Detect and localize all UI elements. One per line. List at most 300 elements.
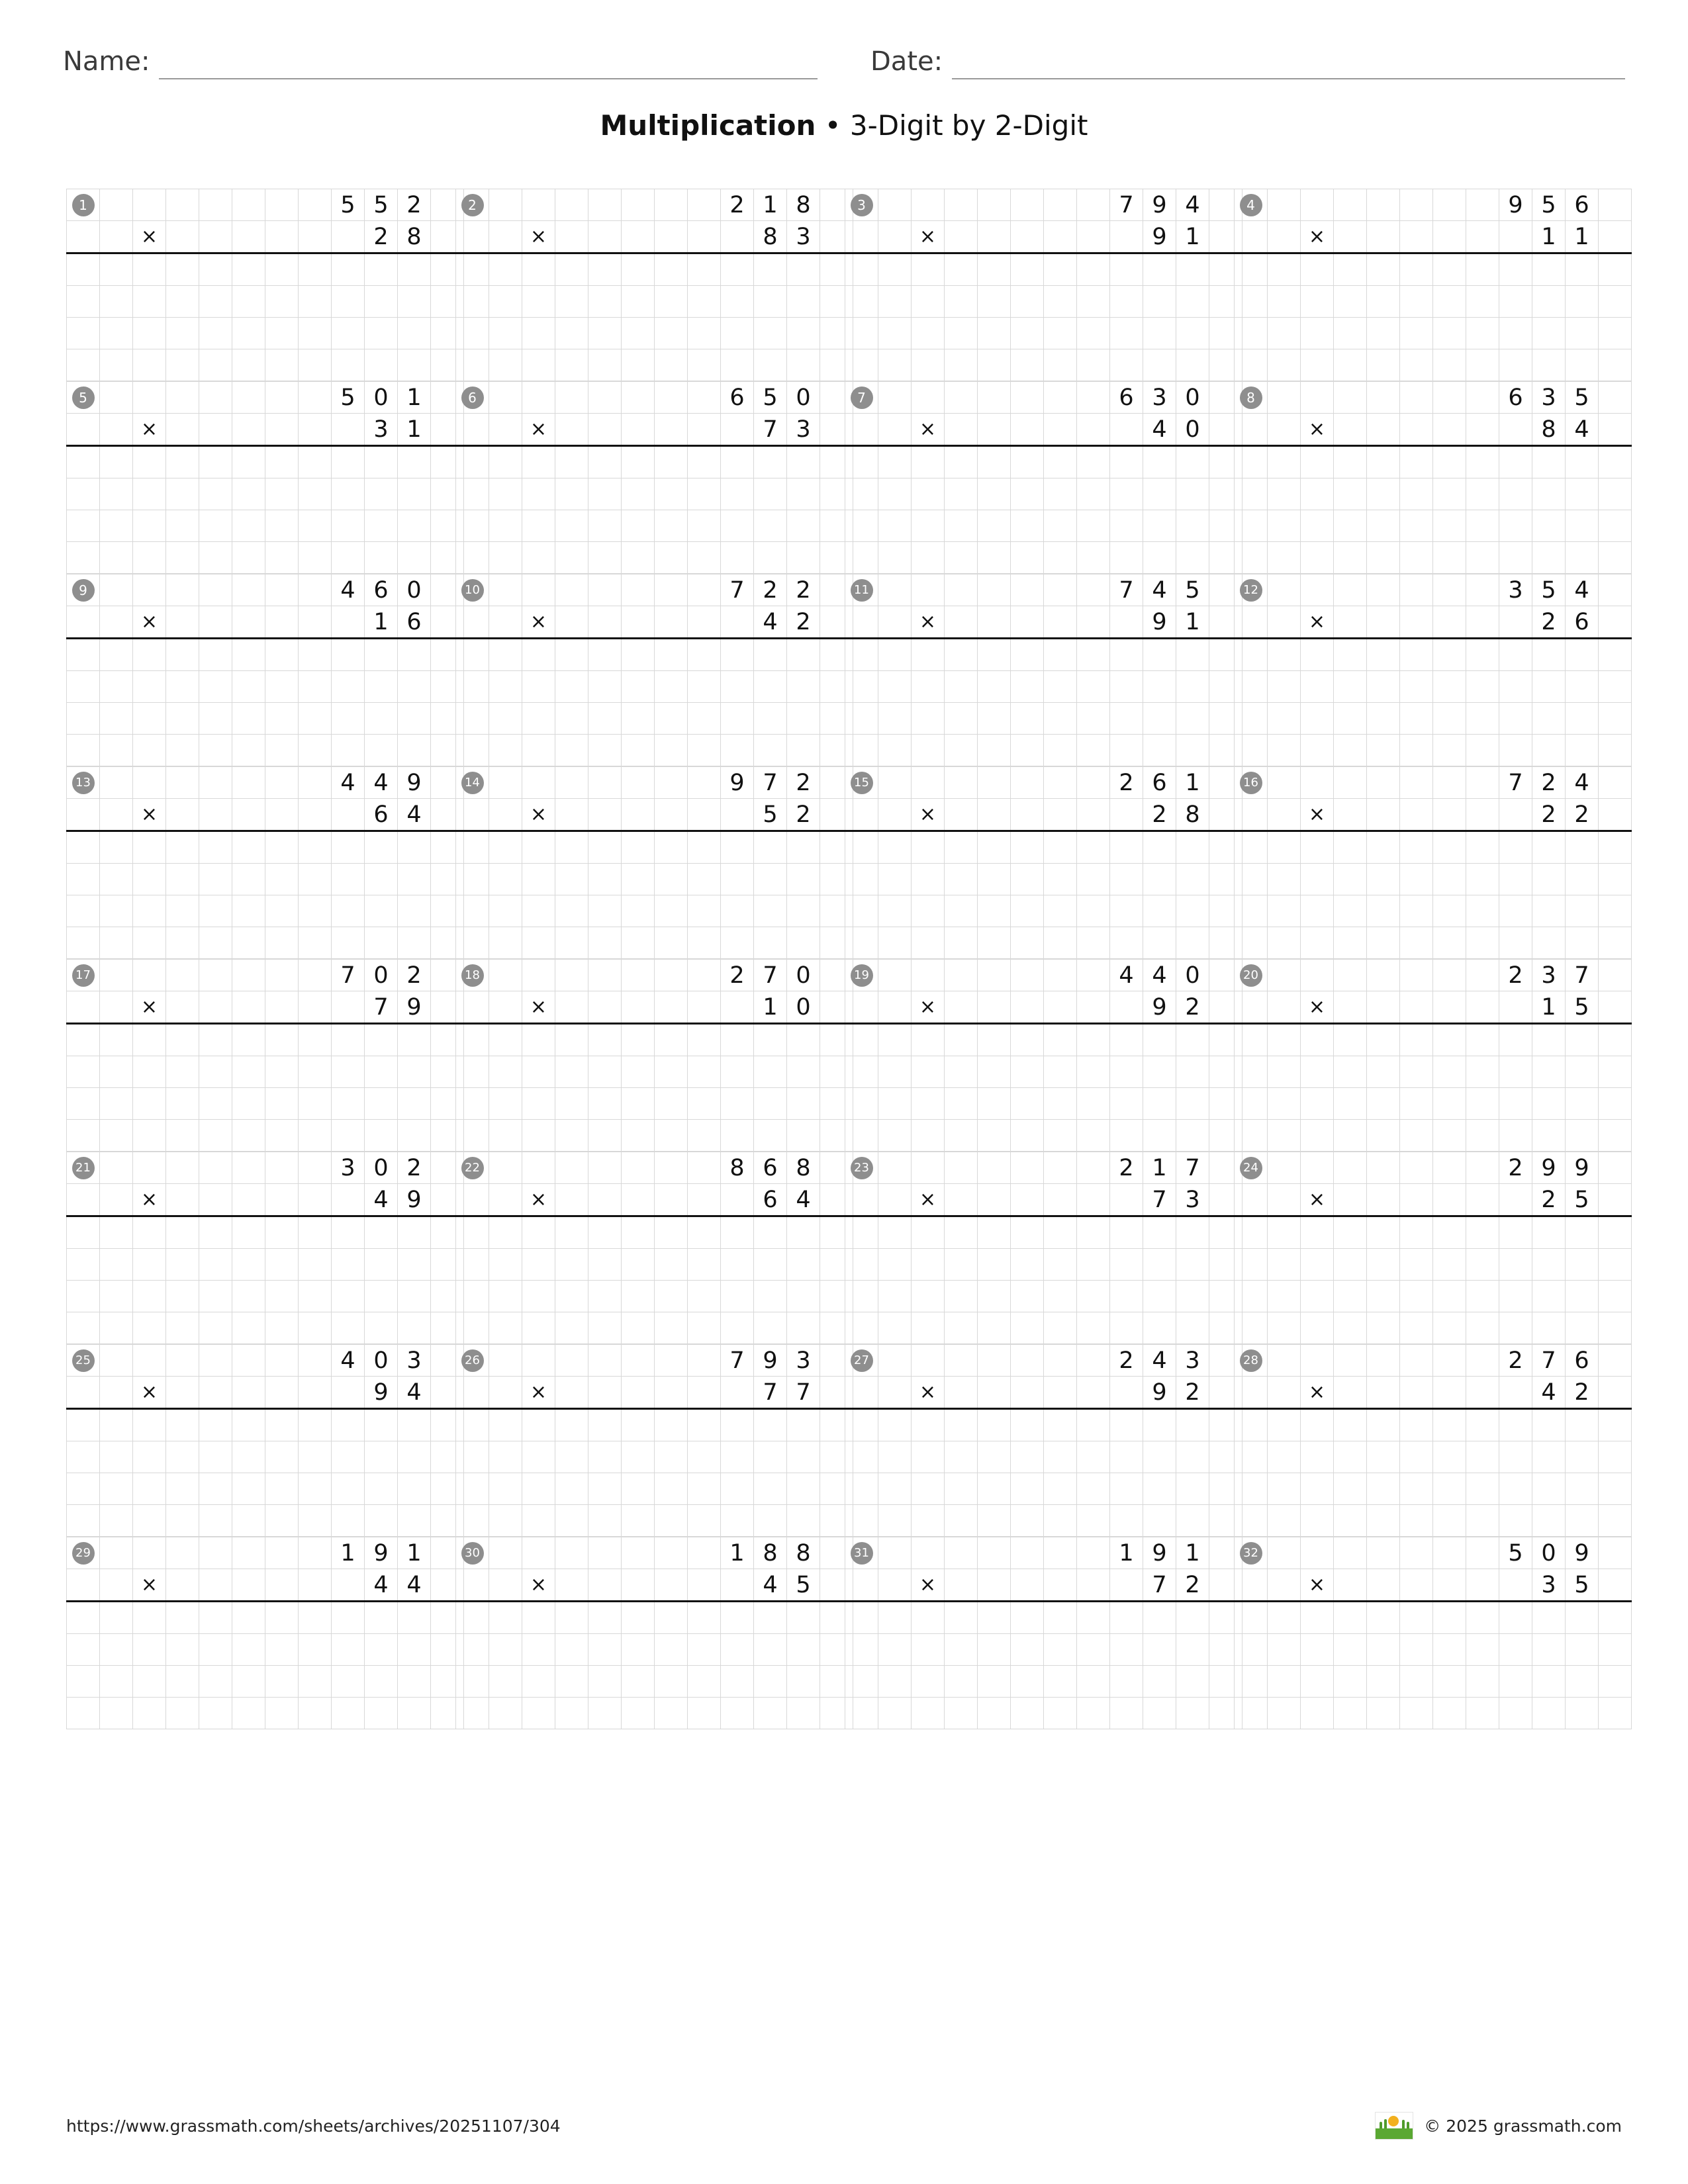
grid-cell[interactable]: [978, 574, 1011, 606]
grid-cell[interactable]: [945, 1409, 978, 1441]
grid-cell[interactable]: [721, 253, 754, 286]
grid-cell[interactable]: [265, 1409, 299, 1441]
grid-cell[interactable]: [622, 1024, 655, 1056]
grid-cell[interactable]: [1143, 831, 1176, 864]
grid-cell[interactable]: [1499, 1312, 1532, 1344]
grid-cell[interactable]: [1433, 1312, 1466, 1344]
grid-cell[interactable]: [878, 1184, 912, 1216]
grid-cell[interactable]: [398, 1312, 431, 1344]
grid-cell[interactable]: [1044, 286, 1077, 318]
grid-cell[interactable]: [332, 1473, 365, 1505]
grid-cell[interactable]: [945, 1216, 978, 1249]
grid-cell[interactable]: [199, 349, 232, 381]
grid-cell[interactable]: [622, 1056, 655, 1088]
grid-cell[interactable]: [1044, 1505, 1077, 1537]
grid-cell[interactable]: [299, 349, 332, 381]
grid-cell[interactable]: [555, 414, 588, 446]
grid-cell[interactable]: [365, 1088, 398, 1120]
grid-cell[interactable]: [489, 382, 522, 414]
grid-cell[interactable]: [978, 1698, 1011, 1729]
grid-cell[interactable]: [1235, 671, 1268, 703]
grid-cell[interactable]: [1301, 1537, 1334, 1569]
grid-cell[interactable]: [1532, 1281, 1566, 1312]
grid-cell[interactable]: [688, 1216, 721, 1249]
grid-cell[interactable]: [721, 1249, 754, 1281]
grid-cell[interactable]: [1334, 1473, 1367, 1505]
grid-cell[interactable]: [1268, 1216, 1301, 1249]
grid-cell[interactable]: [265, 1056, 299, 1088]
grid-cell[interactable]: [945, 189, 978, 221]
grid-cell[interactable]: [945, 221, 978, 253]
grid-cell[interactable]: [1334, 703, 1367, 735]
grid-cell[interactable]: [1433, 1281, 1466, 1312]
grid-cell[interactable]: [945, 927, 978, 959]
grid-cell[interactable]: [878, 1024, 912, 1056]
grid-cell[interactable]: [100, 1152, 133, 1184]
grid-cell[interactable]: [754, 1602, 787, 1634]
grid-cell[interactable]: [688, 671, 721, 703]
grid-cell[interactable]: [978, 831, 1011, 864]
grid-cell[interactable]: [1367, 927, 1400, 959]
grid-cell[interactable]: [555, 606, 588, 639]
grid-cell[interactable]: [1268, 1602, 1301, 1634]
grid-cell[interactable]: [299, 991, 332, 1024]
grid-cell[interactable]: [489, 1312, 522, 1344]
grid-cell[interactable]: [754, 1666, 787, 1698]
grid-cell[interactable]: [1044, 895, 1077, 927]
grid-cell[interactable]: [1077, 349, 1110, 381]
grid-cell[interactable]: [456, 414, 489, 446]
grid-cell[interactable]: [1433, 1666, 1466, 1698]
grid-cell[interactable]: [1143, 1024, 1176, 1056]
grid-cell[interactable]: [265, 1152, 299, 1184]
grid-cell[interactable]: [1367, 1312, 1400, 1344]
grid-cell[interactable]: [1268, 671, 1301, 703]
grid-cell[interactable]: [1301, 1602, 1334, 1634]
grid-cell[interactable]: [1566, 446, 1599, 478]
grid-cell[interactable]: [688, 189, 721, 221]
grid-cell[interactable]: [688, 895, 721, 927]
grid-cell[interactable]: [588, 221, 622, 253]
grid-cell[interactable]: [622, 831, 655, 864]
grid-cell[interactable]: [622, 1409, 655, 1441]
grid-cell[interactable]: [1532, 253, 1566, 286]
grid-cell[interactable]: [845, 1666, 878, 1698]
grid-cell[interactable]: [1268, 414, 1301, 446]
grid-cell[interactable]: [1532, 1088, 1566, 1120]
grid-cell[interactable]: [265, 1505, 299, 1537]
grid-cell[interactable]: [1110, 1634, 1143, 1666]
grid-cell[interactable]: [878, 927, 912, 959]
grid-cell[interactable]: [1367, 382, 1400, 414]
grid-cell[interactable]: [1268, 639, 1301, 671]
grid-cell[interactable]: [489, 671, 522, 703]
grid-cell[interactable]: [1466, 1312, 1499, 1344]
grid-cell[interactable]: [1011, 1312, 1044, 1344]
grid-cell[interactable]: [555, 895, 588, 927]
grid-cell[interactable]: [878, 414, 912, 446]
grid-cell[interactable]: [555, 1249, 588, 1281]
grid-cell[interactable]: [522, 1666, 555, 1698]
grid-cell[interactable]: [456, 1056, 489, 1088]
grid-cell[interactable]: [232, 574, 265, 606]
grid-cell[interactable]: [1176, 318, 1209, 349]
grid-cell[interactable]: [1110, 831, 1143, 864]
grid-cell[interactable]: [1466, 1698, 1499, 1729]
grid-cell[interactable]: [489, 991, 522, 1024]
grid-cell[interactable]: [622, 1088, 655, 1120]
grid-cell[interactable]: [787, 1602, 820, 1634]
grid-cell[interactable]: [199, 1249, 232, 1281]
grid-cell[interactable]: [1433, 1024, 1466, 1056]
grid-cell[interactable]: [754, 1634, 787, 1666]
grid-cell[interactable]: [912, 927, 945, 959]
grid-cell[interactable]: [845, 1409, 878, 1441]
grid-cell[interactable]: [912, 253, 945, 286]
grid-cell[interactable]: [1599, 1569, 1632, 1602]
grid-cell[interactable]: [1044, 1088, 1077, 1120]
grid-cell[interactable]: [232, 1505, 265, 1537]
grid-cell[interactable]: [1433, 864, 1466, 895]
grid-cell[interactable]: [622, 767, 655, 799]
grid-cell[interactable]: [978, 1216, 1011, 1249]
grid-cell[interactable]: [1143, 349, 1176, 381]
grid-cell[interactable]: [522, 1024, 555, 1056]
grid-cell[interactable]: [1011, 1505, 1044, 1537]
grid-cell[interactable]: [978, 1473, 1011, 1505]
grid-cell[interactable]: [1011, 831, 1044, 864]
grid-cell[interactable]: [622, 221, 655, 253]
grid-cell[interactable]: [1499, 542, 1532, 574]
grid-cell[interactable]: [232, 1249, 265, 1281]
grid-cell[interactable]: [199, 735, 232, 766]
grid-cell[interactable]: [67, 927, 100, 959]
grid-cell[interactable]: [555, 478, 588, 510]
grid-cell[interactable]: [1176, 1312, 1209, 1344]
grid-cell[interactable]: [67, 221, 100, 253]
grid-cell[interactable]: [1367, 735, 1400, 766]
grid-cell[interactable]: [1532, 895, 1566, 927]
grid-cell[interactable]: [1011, 574, 1044, 606]
grid-cell[interactable]: [133, 286, 166, 318]
grid-cell[interactable]: [655, 1056, 688, 1088]
grid-cell[interactable]: [1268, 1409, 1301, 1441]
grid-cell[interactable]: [1466, 1184, 1499, 1216]
grid-cell[interactable]: [1466, 991, 1499, 1024]
grid-cell[interactable]: [655, 1634, 688, 1666]
grid-cell[interactable]: [1499, 510, 1532, 542]
grid-cell[interactable]: [754, 671, 787, 703]
grid-cell[interactable]: [1301, 1152, 1334, 1184]
grid-cell[interactable]: [1466, 189, 1499, 221]
grid-cell[interactable]: [1044, 1377, 1077, 1409]
grid-cell[interactable]: [1367, 1505, 1400, 1537]
grid-cell[interactable]: [1235, 1666, 1268, 1698]
grid-cell[interactable]: [945, 1312, 978, 1344]
grid-cell[interactable]: [978, 671, 1011, 703]
grid-cell[interactable]: [67, 671, 100, 703]
grid-cell[interactable]: [588, 1634, 622, 1666]
grid-cell[interactable]: [945, 542, 978, 574]
grid-cell[interactable]: [1110, 864, 1143, 895]
grid-cell[interactable]: [1235, 1120, 1268, 1152]
grid-cell[interactable]: [166, 318, 199, 349]
grid-cell[interactable]: [489, 1184, 522, 1216]
grid-cell[interactable]: [489, 831, 522, 864]
grid-cell[interactable]: [299, 542, 332, 574]
grid-cell[interactable]: [1268, 1152, 1301, 1184]
grid-cell[interactable]: [655, 1698, 688, 1729]
grid-cell[interactable]: [1367, 1666, 1400, 1698]
grid-cell[interactable]: [588, 542, 622, 574]
grid-cell[interactable]: [1367, 1409, 1400, 1441]
grid-cell[interactable]: [100, 1024, 133, 1056]
grid-cell[interactable]: [166, 1024, 199, 1056]
grid-cell[interactable]: [100, 831, 133, 864]
grid-cell[interactable]: [1400, 1088, 1433, 1120]
grid-cell[interactable]: [1400, 767, 1433, 799]
grid-cell[interactable]: [398, 639, 431, 671]
grid-cell[interactable]: [622, 349, 655, 381]
grid-cell[interactable]: [1044, 349, 1077, 381]
grid-cell[interactable]: [299, 1249, 332, 1281]
grid-cell[interactable]: [1466, 1216, 1499, 1249]
grid-cell[interactable]: [1143, 446, 1176, 478]
grid-cell[interactable]: [489, 1634, 522, 1666]
grid-cell[interactable]: [945, 1505, 978, 1537]
grid-cell[interactable]: [945, 510, 978, 542]
grid-cell[interactable]: [912, 864, 945, 895]
grid-cell[interactable]: [522, 864, 555, 895]
grid-cell[interactable]: [489, 286, 522, 318]
grid-cell[interactable]: [1077, 1184, 1110, 1216]
grid-cell[interactable]: [978, 1152, 1011, 1184]
grid-cell[interactable]: [655, 542, 688, 574]
grid-cell[interactable]: [1044, 542, 1077, 574]
grid-cell[interactable]: [232, 1312, 265, 1344]
grid-cell[interactable]: [522, 1088, 555, 1120]
grid-cell[interactable]: [1367, 510, 1400, 542]
grid-cell[interactable]: [1143, 1249, 1176, 1281]
grid-cell[interactable]: [299, 895, 332, 927]
grid-cell[interactable]: [199, 1505, 232, 1537]
grid-cell[interactable]: [232, 1634, 265, 1666]
grid-cell[interactable]: [1466, 1088, 1499, 1120]
grid-cell[interactable]: [1466, 349, 1499, 381]
grid-cell[interactable]: [1599, 414, 1632, 446]
grid-cell[interactable]: [588, 1505, 622, 1537]
grid-cell[interactable]: [332, 1024, 365, 1056]
grid-cell[interactable]: [845, 927, 878, 959]
grid-cell[interactable]: [688, 639, 721, 671]
grid-cell[interactable]: [1367, 1056, 1400, 1088]
grid-cell[interactable]: [622, 446, 655, 478]
grid-cell[interactable]: [1400, 510, 1433, 542]
grid-cell[interactable]: [688, 864, 721, 895]
grid-cell[interactable]: [199, 1184, 232, 1216]
grid-cell[interactable]: [978, 1184, 1011, 1216]
grid-cell[interactable]: [655, 189, 688, 221]
grid-cell[interactable]: [1235, 703, 1268, 735]
grid-cell[interactable]: [1433, 382, 1466, 414]
grid-cell[interactable]: [133, 478, 166, 510]
grid-cell[interactable]: [133, 510, 166, 542]
grid-cell[interactable]: [688, 703, 721, 735]
grid-cell[interactable]: [588, 1024, 622, 1056]
grid-cell[interactable]: [845, 639, 878, 671]
grid-cell[interactable]: [721, 927, 754, 959]
grid-cell[interactable]: [1532, 671, 1566, 703]
grid-cell[interactable]: [299, 606, 332, 639]
grid-cell[interactable]: [332, 1569, 365, 1602]
grid-cell[interactable]: [1566, 1281, 1599, 1312]
grid-cell[interactable]: [456, 1441, 489, 1473]
grid-cell[interactable]: [1301, 735, 1334, 766]
grid-cell[interactable]: [522, 1056, 555, 1088]
grid-cell[interactable]: [622, 960, 655, 991]
grid-cell[interactable]: [1334, 318, 1367, 349]
grid-cell[interactable]: [655, 446, 688, 478]
grid-cell[interactable]: [1268, 542, 1301, 574]
grid-cell[interactable]: [232, 1088, 265, 1120]
grid-cell[interactable]: [456, 446, 489, 478]
grid-cell[interactable]: [265, 1602, 299, 1634]
grid-cell[interactable]: [1110, 1184, 1143, 1216]
grid-cell[interactable]: [489, 1569, 522, 1602]
grid-cell[interactable]: [1044, 478, 1077, 510]
grid-cell[interactable]: [655, 960, 688, 991]
date-input-line[interactable]: [952, 49, 1625, 79]
grid-cell[interactable]: [912, 189, 945, 221]
grid-cell[interactable]: [878, 1409, 912, 1441]
grid-cell[interactable]: [489, 1088, 522, 1120]
grid-cell[interactable]: [265, 960, 299, 991]
grid-cell[interactable]: [133, 639, 166, 671]
grid-cell[interactable]: [1566, 1216, 1599, 1249]
grid-cell[interactable]: [1566, 1602, 1599, 1634]
grid-cell[interactable]: [845, 478, 878, 510]
grid-cell[interactable]: [945, 703, 978, 735]
grid-cell[interactable]: [199, 253, 232, 286]
grid-cell[interactable]: [1268, 960, 1301, 991]
grid-cell[interactable]: [456, 671, 489, 703]
grid-cell[interactable]: [1367, 1249, 1400, 1281]
grid-cell[interactable]: [555, 510, 588, 542]
grid-cell[interactable]: [133, 1281, 166, 1312]
grid-cell[interactable]: [1599, 864, 1632, 895]
grid-cell[interactable]: [1599, 1409, 1632, 1441]
grid-cell[interactable]: [878, 1537, 912, 1569]
grid-cell[interactable]: [489, 1024, 522, 1056]
grid-cell[interactable]: [1367, 864, 1400, 895]
grid-cell[interactable]: [1499, 799, 1532, 831]
grid-cell[interactable]: [166, 927, 199, 959]
grid-cell[interactable]: [1268, 446, 1301, 478]
grid-cell[interactable]: [1566, 286, 1599, 318]
grid-cell[interactable]: [67, 1249, 100, 1281]
grid-cell[interactable]: [232, 735, 265, 766]
grid-cell[interactable]: [1044, 446, 1077, 478]
grid-cell[interactable]: [166, 253, 199, 286]
grid-cell[interactable]: [456, 1120, 489, 1152]
grid-cell[interactable]: [978, 767, 1011, 799]
grid-cell[interactable]: [67, 1184, 100, 1216]
grid-cell[interactable]: [1466, 927, 1499, 959]
grid-cell[interactable]: [1044, 1120, 1077, 1152]
grid-cell[interactable]: [1367, 1377, 1400, 1409]
grid-cell[interactable]: [199, 1281, 232, 1312]
grid-cell[interactable]: [522, 318, 555, 349]
grid-cell[interactable]: [1532, 1505, 1566, 1537]
grid-cell[interactable]: [1367, 414, 1400, 446]
grid-cell[interactable]: [1301, 639, 1334, 671]
grid-cell[interactable]: [845, 703, 878, 735]
grid-cell[interactable]: [199, 831, 232, 864]
grid-cell[interactable]: [1011, 1152, 1044, 1184]
grid-cell[interactable]: [1466, 253, 1499, 286]
grid-cell[interactable]: [332, 1120, 365, 1152]
grid-cell[interactable]: [622, 1345, 655, 1377]
grid-cell[interactable]: [332, 639, 365, 671]
grid-cell[interactable]: [1110, 895, 1143, 927]
grid-cell[interactable]: [489, 960, 522, 991]
grid-cell[interactable]: [299, 799, 332, 831]
grid-cell[interactable]: [265, 1216, 299, 1249]
grid-cell[interactable]: [1077, 1281, 1110, 1312]
grid-cell[interactable]: [878, 831, 912, 864]
grid-cell[interactable]: [555, 1505, 588, 1537]
grid-cell[interactable]: [456, 703, 489, 735]
grid-cell[interactable]: [133, 767, 166, 799]
grid-cell[interactable]: [100, 414, 133, 446]
grid-cell[interactable]: [555, 1281, 588, 1312]
grid-cell[interactable]: [787, 703, 820, 735]
grid-cell[interactable]: [1367, 606, 1400, 639]
grid-cell[interactable]: [845, 1056, 878, 1088]
grid-cell[interactable]: [232, 1473, 265, 1505]
grid-cell[interactable]: [912, 318, 945, 349]
grid-cell[interactable]: [1011, 446, 1044, 478]
grid-cell[interactable]: [365, 1409, 398, 1441]
grid-cell[interactable]: [1268, 831, 1301, 864]
grid-cell[interactable]: [522, 895, 555, 927]
grid-cell[interactable]: [1077, 1216, 1110, 1249]
grid-cell[interactable]: [522, 253, 555, 286]
grid-cell[interactable]: [978, 1409, 1011, 1441]
grid-cell[interactable]: [232, 1377, 265, 1409]
grid-cell[interactable]: [232, 639, 265, 671]
grid-cell[interactable]: [721, 1088, 754, 1120]
grid-cell[interactable]: [1077, 478, 1110, 510]
grid-cell[interactable]: [1433, 1698, 1466, 1729]
grid-cell[interactable]: [332, 542, 365, 574]
grid-cell[interactable]: [1077, 1409, 1110, 1441]
grid-cell[interactable]: [1433, 510, 1466, 542]
grid-cell[interactable]: [1110, 671, 1143, 703]
grid-cell[interactable]: [232, 895, 265, 927]
grid-cell[interactable]: [555, 542, 588, 574]
grid-cell[interactable]: [1044, 767, 1077, 799]
grid-cell[interactable]: [1143, 253, 1176, 286]
grid-cell[interactable]: [166, 1634, 199, 1666]
grid-cell[interactable]: [1011, 414, 1044, 446]
grid-cell[interactable]: [721, 542, 754, 574]
grid-cell[interactable]: [845, 1088, 878, 1120]
grid-cell[interactable]: [1433, 671, 1466, 703]
grid-cell[interactable]: [1044, 639, 1077, 671]
grid-cell[interactable]: [1532, 864, 1566, 895]
grid-cell[interactable]: [398, 895, 431, 927]
